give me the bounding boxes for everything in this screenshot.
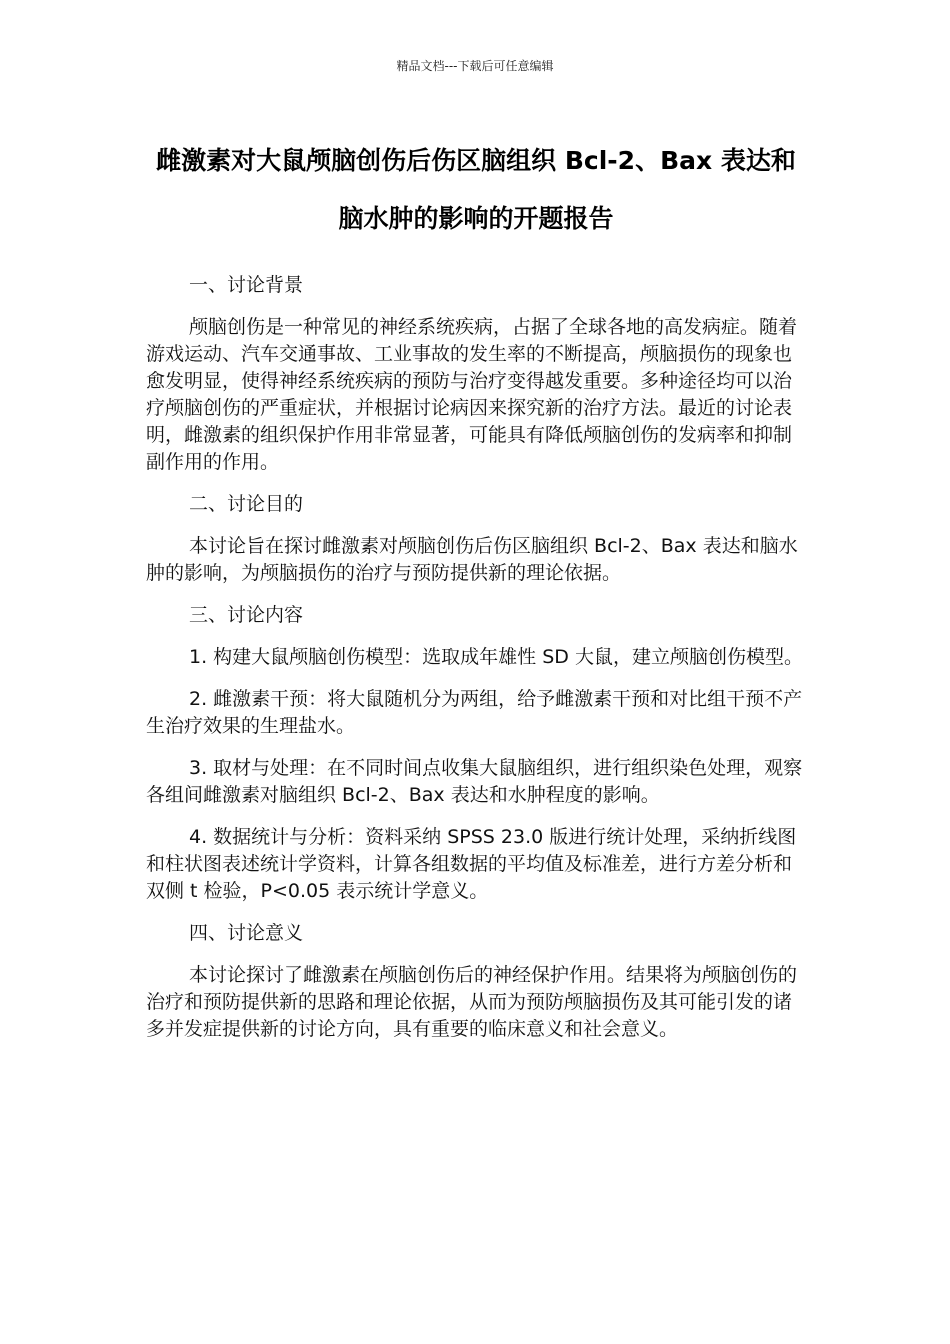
- page-header-note: 精品文档---下载后可任意编辑: [396, 59, 554, 73]
- paragraph-significance: 本讨论探讨了雌激素在颅脑创伤后的神经保护作用。结果将为颅脑创伤的治疗和预防提供新的思路和理论依据，从而为预防颅脑损伤及其可能引发的诸多并发症提供新的讨论方向，具有重要的临床意义和社会意义。: [146, 964, 798, 1040]
- paragraph-content-item-2: 2. 雌激素干预：将大鼠随机分为两组，给予雌激素干预和对比组干预不产生治疗效果的生理盐水。: [146, 688, 803, 737]
- document-title: 雌激素对大鼠颅脑创伤后伤区脑组织 Bcl-2、Bax 表达和脑水肿的影响的开题报告: [156, 146, 796, 233]
- paragraph-purpose: 本讨论旨在探讨雌激素对颅脑创伤后伤区脑组织 Bcl-2、Bax 表达和脑水肿的影响，为颅脑损伤的治疗与预防提供新的理论依据。: [146, 535, 798, 584]
- section-heading-background: 一、讨论背景: [189, 274, 304, 296]
- document-body: [146, 272, 806, 1043]
- section-heading-purpose: 二、讨论目的: [189, 493, 304, 515]
- paragraph-content-item-4: 4. 数据统计与分析：资料采纳 SPSS 23.0 版进行统计处理，采纳折线图和柱状图表述统计学资料，计算各组数据的平均值及标准差，进行方差分析和双侧 t 检验，P<0.05 表示统计学意义。: [146, 826, 797, 902]
- section-heading-significance: 四、讨论意义: [189, 922, 304, 944]
- paragraph-content-item-1: 1. 构建大鼠颅脑创伤模型：选取成年雄性 SD 大鼠，建立颅脑创伤模型。: [189, 646, 803, 668]
- paragraph-content-item-3: 3. 取材与处理：在不同时间点收集大鼠脑组织，进行组织染色处理，观察各组间雌激素对脑组织 Bcl-2、Bax 表达和水肿程度的影响。: [146, 757, 803, 806]
- paragraph-background: 颅脑创伤是一种常见的神经系统疾病，占据了全球各地的高发病症。随着游戏运动、汽车交通事故、工业事故的发生率的不断提高，颅脑损伤的现象也愈发明显，使得神经系统疾病的预防与治疗变得越发重要。多种途径均可以治疗颅脑创伤的严重症状，并根据讨论病因来探究新的治疗方法。最近的讨论表明，雌激素的组织保护作用非常显著，可能具有降低颅脑创伤的发病率和抑制副作用的作用。: [146, 316, 798, 473]
- section-heading-content: 三、讨论内容: [189, 604, 304, 626]
